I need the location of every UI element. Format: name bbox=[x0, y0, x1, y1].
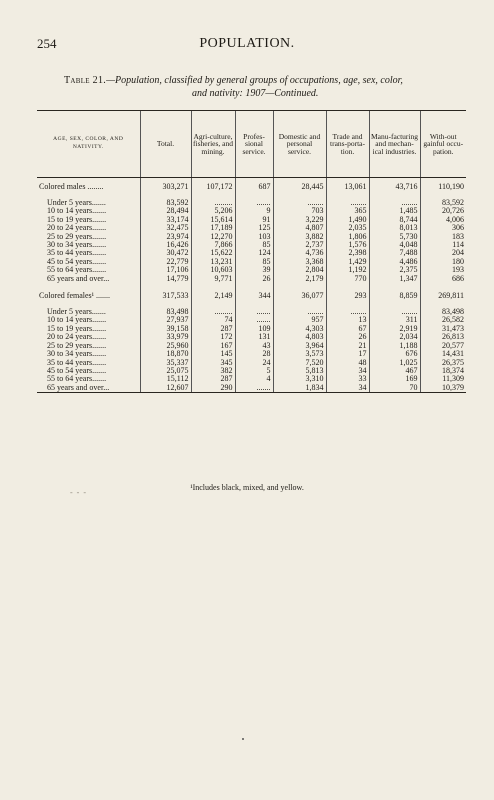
table-cell: 1,490 bbox=[326, 216, 369, 224]
table-cell: 26 bbox=[235, 275, 273, 283]
table-cell: 3,229 bbox=[273, 216, 326, 224]
table-cell: 287 bbox=[191, 325, 235, 333]
table-cell: 3,964 bbox=[273, 342, 326, 350]
table-cell: 2,804 bbox=[273, 266, 326, 274]
total-cell: 43,716 bbox=[369, 182, 420, 193]
table-cell: ........ bbox=[369, 199, 420, 207]
table-cell: 193 bbox=[420, 266, 466, 274]
table-cell: 7,866 bbox=[191, 241, 235, 249]
table-cell: 67 bbox=[326, 325, 369, 333]
table-cell: 2,035 bbox=[326, 224, 369, 232]
table-row bbox=[37, 325, 466, 333]
table-cell: 3,368 bbox=[273, 258, 326, 266]
table-cell: 145 bbox=[191, 350, 235, 358]
table-cell: 83,498 bbox=[420, 308, 466, 316]
row-label: 35 to 44 years....... bbox=[47, 249, 107, 258]
column-header: Manu-facturing and mechan-ical industries. bbox=[369, 111, 420, 178]
table-cell: 124 bbox=[235, 249, 273, 257]
row-label: 15 to 19 years....... bbox=[47, 324, 107, 333]
column-header: Agri-culture, fisheries, and mining. bbox=[191, 111, 235, 178]
table-row bbox=[37, 342, 466, 350]
table-row bbox=[37, 207, 466, 215]
table-cell: 7,520 bbox=[273, 359, 326, 367]
table-cell: 34 bbox=[326, 384, 369, 393]
table-cell: 11,309 bbox=[420, 375, 466, 383]
table-cell: 2,375 bbox=[369, 266, 420, 274]
speck bbox=[242, 738, 244, 740]
table-row bbox=[37, 367, 466, 375]
table-cell: 16,426 bbox=[140, 241, 191, 249]
table-cell: ....... bbox=[235, 199, 273, 207]
table-cell: 703 bbox=[273, 207, 326, 215]
total-cell: 2,149 bbox=[191, 291, 235, 302]
table-cell: 31,473 bbox=[420, 325, 466, 333]
table-cell: 4,486 bbox=[369, 258, 420, 266]
table-cell: ....... bbox=[235, 384, 273, 393]
table-row bbox=[37, 384, 466, 393]
table-cell: 39,158 bbox=[140, 325, 191, 333]
row-label: 10 to 14 years....... bbox=[47, 207, 107, 216]
table-cell: 3,573 bbox=[273, 350, 326, 358]
table-cell: 14,431 bbox=[420, 350, 466, 358]
table-cell: 20,577 bbox=[420, 342, 466, 350]
table-row bbox=[37, 258, 466, 266]
table-cell: 20,726 bbox=[420, 207, 466, 215]
table-cell: 4,803 bbox=[273, 333, 326, 341]
table-cell: 13,231 bbox=[191, 258, 235, 266]
table-cell: 172 bbox=[191, 333, 235, 341]
table-row bbox=[37, 266, 466, 274]
margin-mark: - - - bbox=[70, 488, 87, 497]
table-cell: 957 bbox=[273, 316, 326, 324]
table-cell: 204 bbox=[420, 249, 466, 257]
table-cell: 4,006 bbox=[420, 216, 466, 224]
table-cell: 676 bbox=[369, 350, 420, 358]
table-cell: 15,614 bbox=[191, 216, 235, 224]
table-cell: 12,270 bbox=[191, 233, 235, 241]
table-cell: ........ bbox=[273, 199, 326, 207]
table-cell: ......... bbox=[191, 308, 235, 316]
row-label: 55 to 64 years....... bbox=[47, 375, 107, 384]
table-cell: ....... bbox=[235, 316, 273, 324]
footnote: ¹Includes black, mixed, and yellow. bbox=[190, 483, 304, 492]
row-label: Under 5 years....... bbox=[47, 199, 106, 207]
total-cell: 317,533 bbox=[140, 291, 191, 302]
table-cell: 15,622 bbox=[191, 249, 235, 257]
table-cell: 131 bbox=[235, 333, 273, 341]
table-cell: 287 bbox=[191, 375, 235, 383]
row-label: 25 to 29 years....... bbox=[47, 341, 107, 350]
table-cell: 12,607 bbox=[140, 384, 191, 393]
table-cell: 1,576 bbox=[326, 241, 369, 249]
occupation-table bbox=[37, 110, 466, 393]
table-cell: 4 bbox=[235, 375, 273, 383]
table-cell: 5,813 bbox=[273, 367, 326, 375]
table-cell: 26,375 bbox=[420, 359, 466, 367]
row-label: 65 years and over... bbox=[47, 274, 110, 283]
total-cell: 687 bbox=[235, 182, 273, 193]
column-header: Total. bbox=[140, 111, 191, 178]
table-cell: ....... bbox=[235, 308, 273, 316]
row-label: 20 to 24 years....... bbox=[47, 224, 107, 233]
table-cell: 4,303 bbox=[273, 325, 326, 333]
table-row bbox=[37, 275, 466, 283]
table-cell: 1,834 bbox=[273, 384, 326, 393]
row-label: Under 5 years....... bbox=[47, 308, 106, 317]
table-cell: 180 bbox=[420, 258, 466, 266]
table-cell: 114 bbox=[420, 241, 466, 249]
table-header-row bbox=[37, 111, 466, 178]
table-cell: 10,379 bbox=[420, 384, 466, 393]
table-cell: 28,494 bbox=[140, 207, 191, 215]
table-cell: 43 bbox=[235, 342, 273, 350]
table-row bbox=[37, 249, 466, 257]
table-cell: 32,475 bbox=[140, 224, 191, 232]
column-header: AGE, SEX, COLOR, AND NATIVITY. bbox=[37, 111, 140, 178]
table-row bbox=[37, 333, 466, 341]
total-cell: 303,271 bbox=[140, 182, 191, 193]
table-cell: 15,112 bbox=[140, 375, 191, 383]
table-cell: 4,736 bbox=[273, 249, 326, 257]
table-cell: 169 bbox=[369, 375, 420, 383]
table-cell: 1,806 bbox=[326, 233, 369, 241]
table-body bbox=[37, 178, 466, 393]
section-label: Colored males ........ bbox=[39, 182, 104, 192]
table-cell: 686 bbox=[420, 275, 466, 283]
table-cell: 18,870 bbox=[140, 350, 191, 358]
table-cell: 5,730 bbox=[369, 233, 420, 241]
table-cell: ........ bbox=[326, 308, 369, 316]
table-cell: 33 bbox=[326, 375, 369, 383]
table-cell: 103 bbox=[235, 233, 273, 241]
table-label: Table 21. bbox=[64, 75, 107, 86]
table-cell: 70 bbox=[369, 384, 420, 393]
table-cell: 33,979 bbox=[140, 333, 191, 341]
total-cell: 107,172 bbox=[191, 182, 235, 193]
table-cell: 39 bbox=[235, 266, 273, 274]
table-row bbox=[37, 308, 466, 316]
section-label: Colored females¹ ....... bbox=[39, 291, 111, 301]
total-cell: 110,190 bbox=[420, 182, 466, 193]
table-row bbox=[37, 375, 466, 383]
table-cell: 22,779 bbox=[140, 258, 191, 266]
row-label: 30 to 34 years....... bbox=[47, 241, 107, 250]
total-cell: 269,811 bbox=[420, 291, 466, 302]
table-cell: 21 bbox=[326, 342, 369, 350]
total-cell: 13,061 bbox=[326, 182, 369, 193]
table-caption-continuation: and nativity: 1907—Continued. bbox=[192, 88, 319, 99]
table-row bbox=[37, 199, 466, 207]
table-cell: 382 bbox=[191, 367, 235, 375]
table-cell: 17,106 bbox=[140, 266, 191, 274]
table-cell: 8,744 bbox=[369, 216, 420, 224]
table-row bbox=[37, 316, 466, 324]
table-cell: 9 bbox=[235, 207, 273, 215]
table-cell: 35,337 bbox=[140, 359, 191, 367]
table-cell: 34 bbox=[326, 367, 369, 375]
table-cell: 13 bbox=[326, 316, 369, 324]
table-cell: 83,592 bbox=[420, 199, 466, 207]
table-cell: 83,498 bbox=[140, 308, 191, 316]
row-label: 45 to 54 years....... bbox=[47, 366, 107, 375]
table-cell: 1,485 bbox=[369, 207, 420, 215]
table-row bbox=[37, 350, 466, 358]
table-cell: 33,174 bbox=[140, 216, 191, 224]
row-label: 20 to 24 years....... bbox=[47, 333, 107, 342]
row-label: 65 years and over... bbox=[37, 384, 140, 393]
table-caption-text: —Population, classified by general groups of occupations, age, sex, color, bbox=[106, 75, 403, 86]
table-cell: ........ bbox=[369, 308, 420, 316]
table-cell: 25,960 bbox=[140, 342, 191, 350]
table-cell: 1,025 bbox=[369, 359, 420, 367]
table-row bbox=[37, 224, 466, 232]
table-cell: 109 bbox=[235, 325, 273, 333]
row-label: 15 to 19 years....... bbox=[47, 215, 107, 224]
table-cell: 26 bbox=[326, 333, 369, 341]
table-row bbox=[37, 359, 466, 367]
table-cell: 91 bbox=[235, 216, 273, 224]
table-cell: 7,488 bbox=[369, 249, 420, 257]
column-header: With-out gainful occu-pation. bbox=[420, 111, 466, 178]
table-cell: 2,919 bbox=[369, 325, 420, 333]
table-cell: 1,347 bbox=[369, 275, 420, 283]
table-cell: ......... bbox=[191, 199, 235, 207]
column-header: Trade and trans-porta-tion. bbox=[326, 111, 369, 178]
table-cell: 85 bbox=[235, 258, 273, 266]
running-title: POPULATION. bbox=[199, 36, 295, 51]
table-row bbox=[37, 216, 466, 224]
row-label: 45 to 54 years....... bbox=[47, 257, 107, 266]
table-cell: 1,192 bbox=[326, 266, 369, 274]
row-label: 35 to 44 years....... bbox=[47, 358, 107, 367]
table-cell: 1,188 bbox=[369, 342, 420, 350]
table-cell: 365 bbox=[326, 207, 369, 215]
table-cell: 25,075 bbox=[140, 367, 191, 375]
table-cell: ........ bbox=[273, 308, 326, 316]
section-total-row bbox=[37, 182, 466, 193]
table-cell: 23,974 bbox=[140, 233, 191, 241]
total-cell: 344 bbox=[235, 291, 273, 302]
table-cell: 5,206 bbox=[191, 207, 235, 215]
table-cell: 18,374 bbox=[420, 367, 466, 375]
table-cell: 3,310 bbox=[273, 375, 326, 383]
table-cell: 4,048 bbox=[369, 241, 420, 249]
page-number: 254 bbox=[37, 36, 57, 51]
row-label: 30 to 34 years....... bbox=[47, 350, 107, 359]
table-cell: 125 bbox=[235, 224, 273, 232]
table-cell: 9,771 bbox=[191, 275, 235, 283]
row-label: 10 to 14 years....... bbox=[47, 316, 107, 325]
table-cell: 167 bbox=[191, 342, 235, 350]
table-cell: 26,813 bbox=[420, 333, 466, 341]
table-cell: 85 bbox=[235, 241, 273, 249]
total-cell: 28,445 bbox=[273, 182, 326, 193]
table-cell: 770 bbox=[326, 275, 369, 283]
table-cell: 311 bbox=[369, 316, 420, 324]
section-total-row bbox=[37, 291, 466, 302]
table-cell: 17,189 bbox=[191, 224, 235, 232]
table-cell: 5 bbox=[235, 367, 273, 375]
table-cell: 1,429 bbox=[326, 258, 369, 266]
table-cell: 28 bbox=[235, 350, 273, 358]
row-label: 55 to 64 years....... bbox=[47, 266, 107, 275]
total-cell: 8,859 bbox=[369, 291, 420, 302]
row-label: 25 to 29 years....... bbox=[47, 232, 107, 241]
table-cell: 74 bbox=[191, 316, 235, 324]
total-cell: 293 bbox=[326, 291, 369, 302]
table-cell: 4,807 bbox=[273, 224, 326, 232]
table-cell: 290 bbox=[191, 384, 235, 393]
table-cell: 2,737 bbox=[273, 241, 326, 249]
table-cell: 467 bbox=[369, 367, 420, 375]
table-cell: 30,472 bbox=[140, 249, 191, 257]
table-cell: 10,603 bbox=[191, 266, 235, 274]
table-caption bbox=[64, 74, 440, 100]
table-row bbox=[37, 233, 466, 241]
table-cell: 48 bbox=[326, 359, 369, 367]
table-cell: 83,592 bbox=[140, 199, 191, 207]
table-cell: 183 bbox=[420, 233, 466, 241]
table-cell: 27,937 bbox=[140, 316, 191, 324]
table-cell: 14,779 bbox=[140, 275, 191, 283]
table-cell: 2,398 bbox=[326, 249, 369, 257]
table-cell: 26,582 bbox=[420, 316, 466, 324]
table-cell: 8,013 bbox=[369, 224, 420, 232]
total-cell: 36,077 bbox=[273, 291, 326, 302]
table-cell: ........ bbox=[326, 199, 369, 207]
table-cell: 306 bbox=[420, 224, 466, 232]
column-header: Domestic and personal service. bbox=[273, 111, 326, 178]
table-cell: 345 bbox=[191, 359, 235, 367]
table-cell: 24 bbox=[235, 359, 273, 367]
table-cell: 2,034 bbox=[369, 333, 420, 341]
table-cell: 2,179 bbox=[273, 275, 326, 283]
column-header: Profes-sional service. bbox=[235, 111, 273, 178]
table-row bbox=[37, 241, 466, 249]
page-header bbox=[37, 36, 457, 52]
table-cell: 17 bbox=[326, 350, 369, 358]
table-cell: 3,882 bbox=[273, 233, 326, 241]
